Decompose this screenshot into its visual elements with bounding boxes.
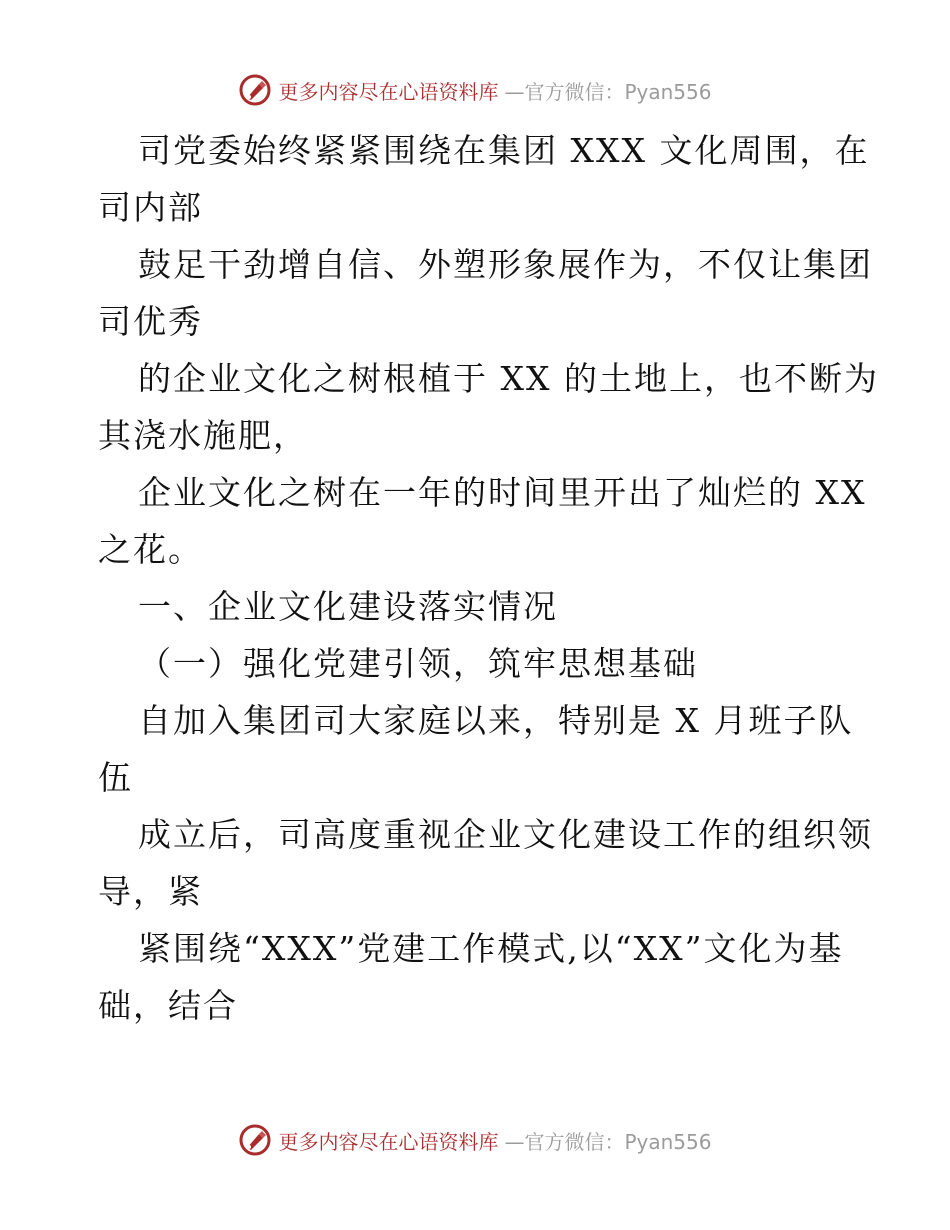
text-line: 自加入集团司大家庭以来，特别是 X 月班子队 bbox=[138, 701, 854, 740]
pen-logo-icon bbox=[238, 1123, 272, 1157]
watermark-gray-text: —官方微信：Pyan556 bbox=[504, 1129, 712, 1154]
text-line: 鼓足干劲增自信、外塑形象展作为，不仅让集团 bbox=[138, 245, 873, 284]
text-line: 础，结合 bbox=[98, 986, 238, 1025]
text-line: 伍 bbox=[98, 758, 133, 797]
document-body bbox=[98, 122, 879, 1034]
text-line: 成立后，司高度重视企业文化建设工作的组织领 bbox=[138, 815, 873, 854]
watermark-red-text: 更多内容尽在心语资料库 bbox=[278, 79, 499, 104]
pen-logo-icon bbox=[238, 73, 272, 107]
header-watermark bbox=[0, 70, 950, 110]
watermark-group bbox=[238, 73, 711, 107]
text-line: 之花。 bbox=[98, 530, 203, 569]
section-heading: 一、企业文化建设落实情况 bbox=[138, 587, 558, 626]
text-line: 企业文化之树在一年的时间里开出了灿烂的 XX bbox=[138, 473, 867, 512]
text-line: 司内部 bbox=[98, 188, 203, 227]
text-line: 司党委始终紧紧围绕在集团 XXX 文化周围，在 bbox=[138, 131, 870, 170]
watermark-gray-text: —官方微信：Pyan556 bbox=[504, 79, 712, 104]
watermark-red-text: 更多内容尽在心语资料库 bbox=[278, 1129, 499, 1154]
text-line: 司优秀 bbox=[98, 302, 203, 341]
footer-watermark bbox=[0, 1120, 950, 1160]
text-line: 其浇水施肥， bbox=[98, 416, 308, 455]
watermark-group bbox=[238, 1123, 711, 1157]
text-line: 紧围绕“XXX”党建工作模式,以“XX”文化为基 bbox=[138, 929, 844, 968]
text-line: 导，紧 bbox=[98, 872, 203, 911]
text-line: 的企业文化之树根植于 XX 的土地上，也不断为 bbox=[138, 359, 879, 398]
subsection-heading: （一）强化党建引领，筑牢思想基础 bbox=[138, 644, 698, 683]
